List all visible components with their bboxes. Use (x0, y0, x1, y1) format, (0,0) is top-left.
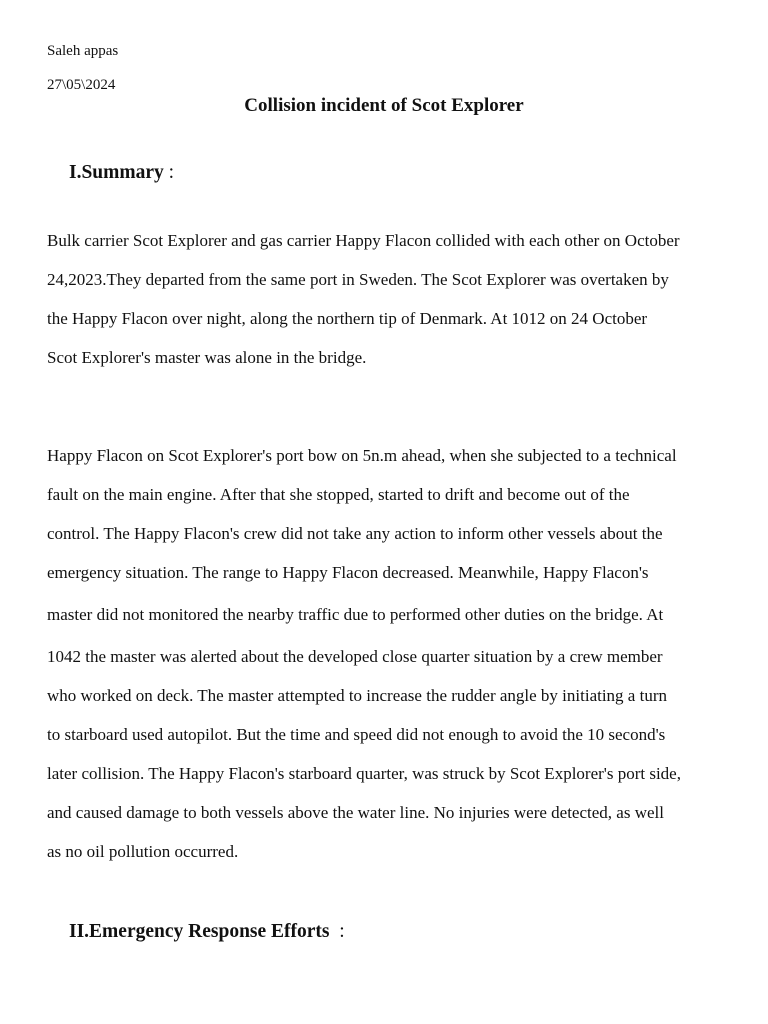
paragraph-line: as no oil pollution occurred. (47, 842, 239, 861)
summary-paragraph-2 (47, 436, 737, 871)
author-name: Saleh appas (47, 43, 119, 59)
paragraph-line: Happy Flacon on Scot Explorer's port bow on 5n.m ahead, when she subjected to a technical (47, 446, 677, 465)
paragraph-line: emergency situation. The range to Happy Flacon decreased. Meanwhile, Happy Flacon's (47, 563, 649, 582)
paragraph-line: master did not monitored the nearby traffic due to performed other duties on the bridge. At (47, 605, 664, 624)
paragraph-line: fault on the main engine. After that she stopped, started to drift and become out of the (47, 485, 630, 504)
paragraph-line: 1042 the master was alerted about the developed close quarter situation by a crew member (47, 647, 663, 666)
paragraph-line: Scot Explorer's master was alone in the bridge. (47, 348, 367, 367)
paragraph-line: who worked on deck. The master attempted to increase the rudder angle by initiating a turn (47, 686, 667, 705)
section-heading-summary (69, 161, 174, 185)
section-heading-emergency-response (69, 920, 345, 944)
paragraph-line: and caused damage to both vessels above the water line. No injuries were detected, as well (47, 803, 664, 822)
section-heading-colon: : (339, 921, 345, 942)
paragraph-line: to starboard used autopilot. But the time and speed did not enough to avoid the 10 second's (47, 725, 666, 744)
paragraph-line: Bulk carrier Scot Explorer and gas carrier Happy Flacon collided with each other on October (47, 231, 680, 250)
paragraph-line: 24,2023.They departed from the same port in Sweden. The Scot Explorer was overtaken by (47, 270, 669, 289)
section-heading-text: II.Emergency Response Efforts (69, 921, 330, 942)
section-heading-text: I.Summary (69, 162, 164, 183)
summary-paragraph-1 (47, 221, 737, 377)
paragraph-line: later collision. The Happy Flacon's starboard quarter, was struck by Scot Explorer's port side, (47, 764, 681, 783)
paragraph-line: the Happy Flacon over night, along the northern tip of Denmark. At 1012 on 24 October (47, 309, 648, 328)
document-title: Collision incident of Scot Explorer (244, 95, 524, 116)
section-heading-colon: : (168, 162, 175, 183)
document-date: 27\05\2024 (47, 77, 116, 93)
paragraph-line: control. The Happy Flacon's crew did not take any action to inform other vessels about the (47, 524, 663, 543)
